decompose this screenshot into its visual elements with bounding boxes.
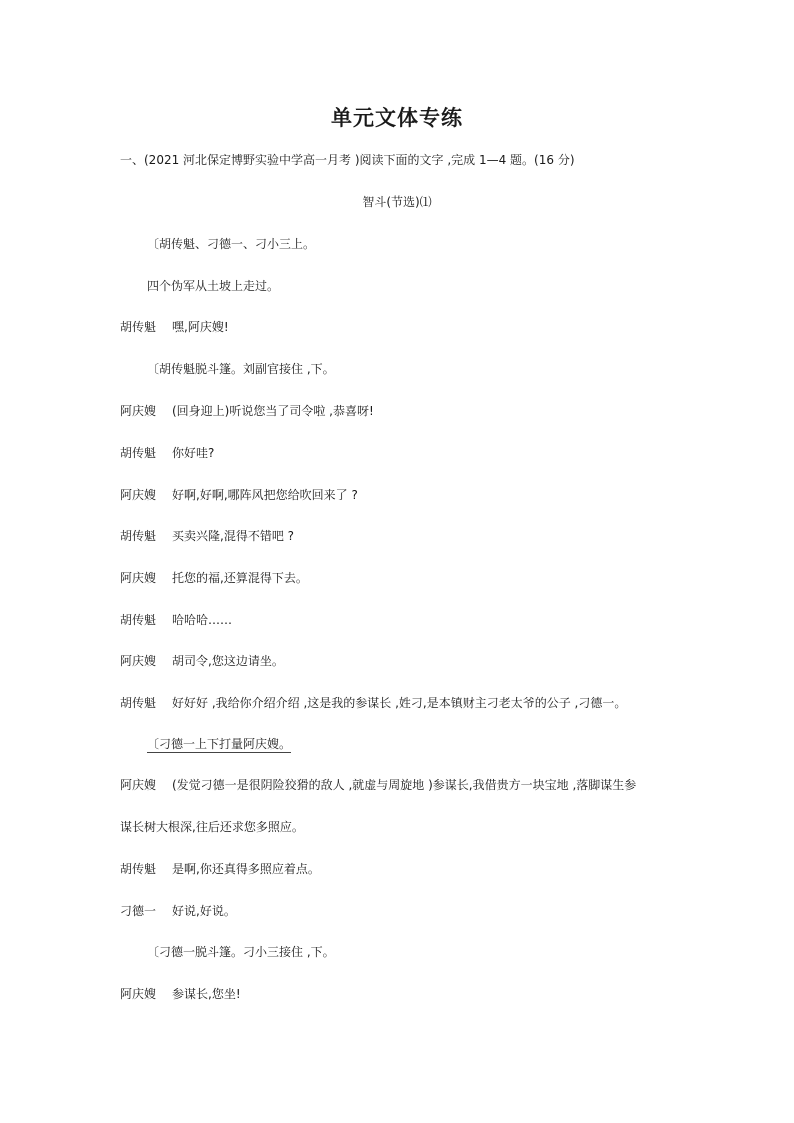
dialog-line <box>120 318 229 335</box>
dialog-line <box>120 569 308 586</box>
speech-text: (发觉刁德一是很阴险狡猾的敌人 ,就虚与周旋地 )参谋长,我借贵方一块宝地 ,落脚谋生参 <box>172 778 637 792</box>
speaker-name: 阿庆嫂 <box>120 778 157 792</box>
dialog-line <box>120 611 232 628</box>
speech-text: 好好好 ,我给你介绍介绍 ,这是我的参谋长 ,姓刁,是本镇财主刁老太爷的公子 ,刁德一。 <box>172 696 627 710</box>
dialog-line <box>120 776 636 793</box>
speech-text: 是啊,你还真得多照应着点。 <box>172 862 320 876</box>
stage-direction: 〔胡传魁、刁德一、刁小三上。 <box>147 237 316 251</box>
speech-text: 嘿,阿庆嫂! <box>172 320 229 334</box>
speech-text: 好啊,好啊,哪阵风把您给吹回来了 ? <box>172 488 358 502</box>
speech-continuation: 谋长树大根深,往后还求您多照应。 <box>120 820 304 834</box>
dialog-line <box>120 694 626 711</box>
speech-text: (回身迎上)听说您当了司令啦 ,恭喜呀! <box>172 404 374 418</box>
speech-text: 托您的福,还算混得下去。 <box>172 571 308 585</box>
speech-text: 好说,好说。 <box>172 904 236 918</box>
dialog-line <box>120 902 236 919</box>
dialog-line <box>120 402 374 419</box>
stage-direction: 〔刁德一脱斗篷。刁小三接住 ,下。 <box>147 945 335 959</box>
passage-title: 智斗(节选)⑴ <box>362 195 432 209</box>
speaker-name: 阿庆嫂 <box>120 654 157 668</box>
stage-text-underlined: 〔刁德一上下打量阿庆嫂。 <box>147 737 292 751</box>
stage-direction <box>147 735 291 752</box>
dialog-line <box>120 652 284 669</box>
dialog-line <box>120 985 241 1002</box>
stage-direction: 〔胡传魁脱斗篷。刘副官接住 ,下。 <box>147 362 335 376</box>
page-title: 单元文体专练 <box>331 105 463 130</box>
speaker-name: 胡传魁 <box>120 696 157 710</box>
speaker-name: 阿庆嫂 <box>120 571 157 585</box>
speech-text: 买卖兴隆,混得不错吧 ? <box>172 529 294 543</box>
question-heading: 一、(2021 河北保定博野实验中学高一月考 )阅读下面的文字 ,完成 1—4 题。(16 分) <box>120 153 575 167</box>
stage-direction: 四个伪军从土坡上走过。 <box>147 279 280 293</box>
speaker-name: 阿庆嫂 <box>120 987 157 1001</box>
speaker-name: 刁德一 <box>120 904 157 918</box>
speech-text: 参谋长,您坐! <box>172 987 241 1001</box>
speech-text: 胡司令,您这边请坐。 <box>172 654 284 668</box>
speaker-name: 胡传魁 <box>120 613 157 627</box>
speech-text: 你好哇? <box>172 446 215 460</box>
speaker-name: 胡传魁 <box>120 862 157 876</box>
speaker-name: 阿庆嫂 <box>120 404 157 418</box>
dialog-line <box>120 860 320 877</box>
speaker-name: 胡传魁 <box>120 320 157 334</box>
speaker-name: 阿庆嫂 <box>120 488 157 502</box>
speech-text: 哈哈哈…… <box>172 613 233 627</box>
dialog-line <box>120 444 214 461</box>
speaker-name: 胡传魁 <box>120 529 157 543</box>
dialog-line <box>120 486 358 503</box>
dialog-line <box>120 527 294 544</box>
speaker-name: 胡传魁 <box>120 446 157 460</box>
